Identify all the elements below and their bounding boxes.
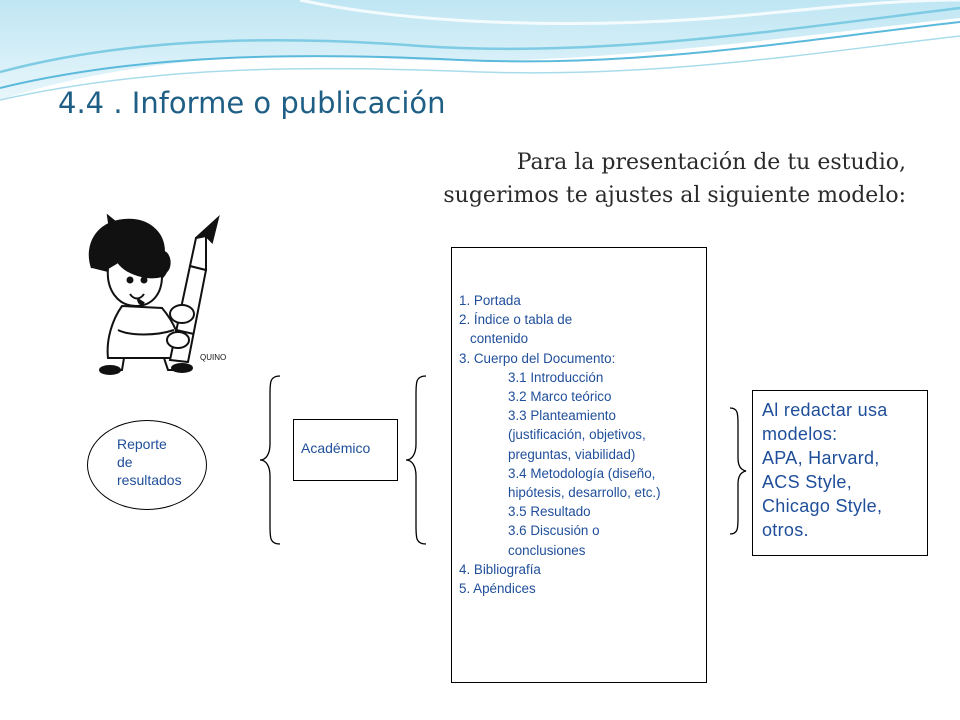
models-line-6: otros. — [762, 520, 809, 540]
list-item: preguntas, viabilidad) — [508, 446, 636, 462]
models-line-5: Chicago Style, — [762, 496, 883, 516]
citation-models-text — [762, 398, 888, 542]
academic-label: Académico — [301, 440, 371, 456]
list-item: conclusiones — [508, 542, 586, 558]
list-item: 1. Portada — [459, 293, 521, 308]
slide-title: 4.4 . Informe o publicación — [58, 86, 446, 120]
models-line-4: ACS Style, — [762, 472, 853, 492]
document-structure-list — [459, 291, 661, 598]
models-line-2: modelos: — [762, 424, 838, 444]
list-item: 5. Apéndices — [459, 581, 536, 597]
list-item: 3.4 Metodología (diseño, — [508, 465, 656, 481]
models-line-3: APA, Harvard, — [762, 448, 880, 468]
list-item: 3. Cuerpo del Documento: — [459, 350, 616, 366]
intro-line-2: sugerimos te ajustes al siguiente modelo: — [443, 183, 906, 208]
list-item: (justificación, objetivos, — [508, 427, 646, 443]
intro-text — [443, 146, 906, 212]
svg-text:QUINO: QUINO — [200, 353, 227, 362]
list-item: 3.5 Resultado — [508, 504, 591, 520]
list-item: contenido — [470, 331, 529, 347]
intro-line-1: Para la presentación de tu estudio, — [516, 150, 906, 175]
oval-line-2: de — [117, 454, 133, 470]
list-item: 4. Bibliografía — [459, 561, 541, 577]
list-item: 3.2 Marco teórico — [508, 389, 612, 405]
list-item: 3.1 Introducción — [508, 369, 604, 385]
left-brace-2 — [402, 374, 430, 546]
left-brace-1 — [256, 374, 284, 546]
report-oval-text — [117, 435, 182, 489]
list-item: 3.3 Planteamiento — [508, 408, 616, 424]
right-brace — [726, 406, 748, 536]
models-line-1: Al redactar usa — [762, 400, 888, 420]
oval-line-3: resultados — [117, 472, 182, 488]
mafalda-holding-fountain-pen-icon — [78, 210, 230, 376]
list-item: hipótesis, desarrollo, etc.) — [508, 485, 661, 501]
oval-line-1: Reporte — [117, 436, 167, 452]
list-item: 3.6 Discusión o — [508, 523, 600, 539]
list-item: 2. Índice o tabla de — [459, 312, 573, 328]
